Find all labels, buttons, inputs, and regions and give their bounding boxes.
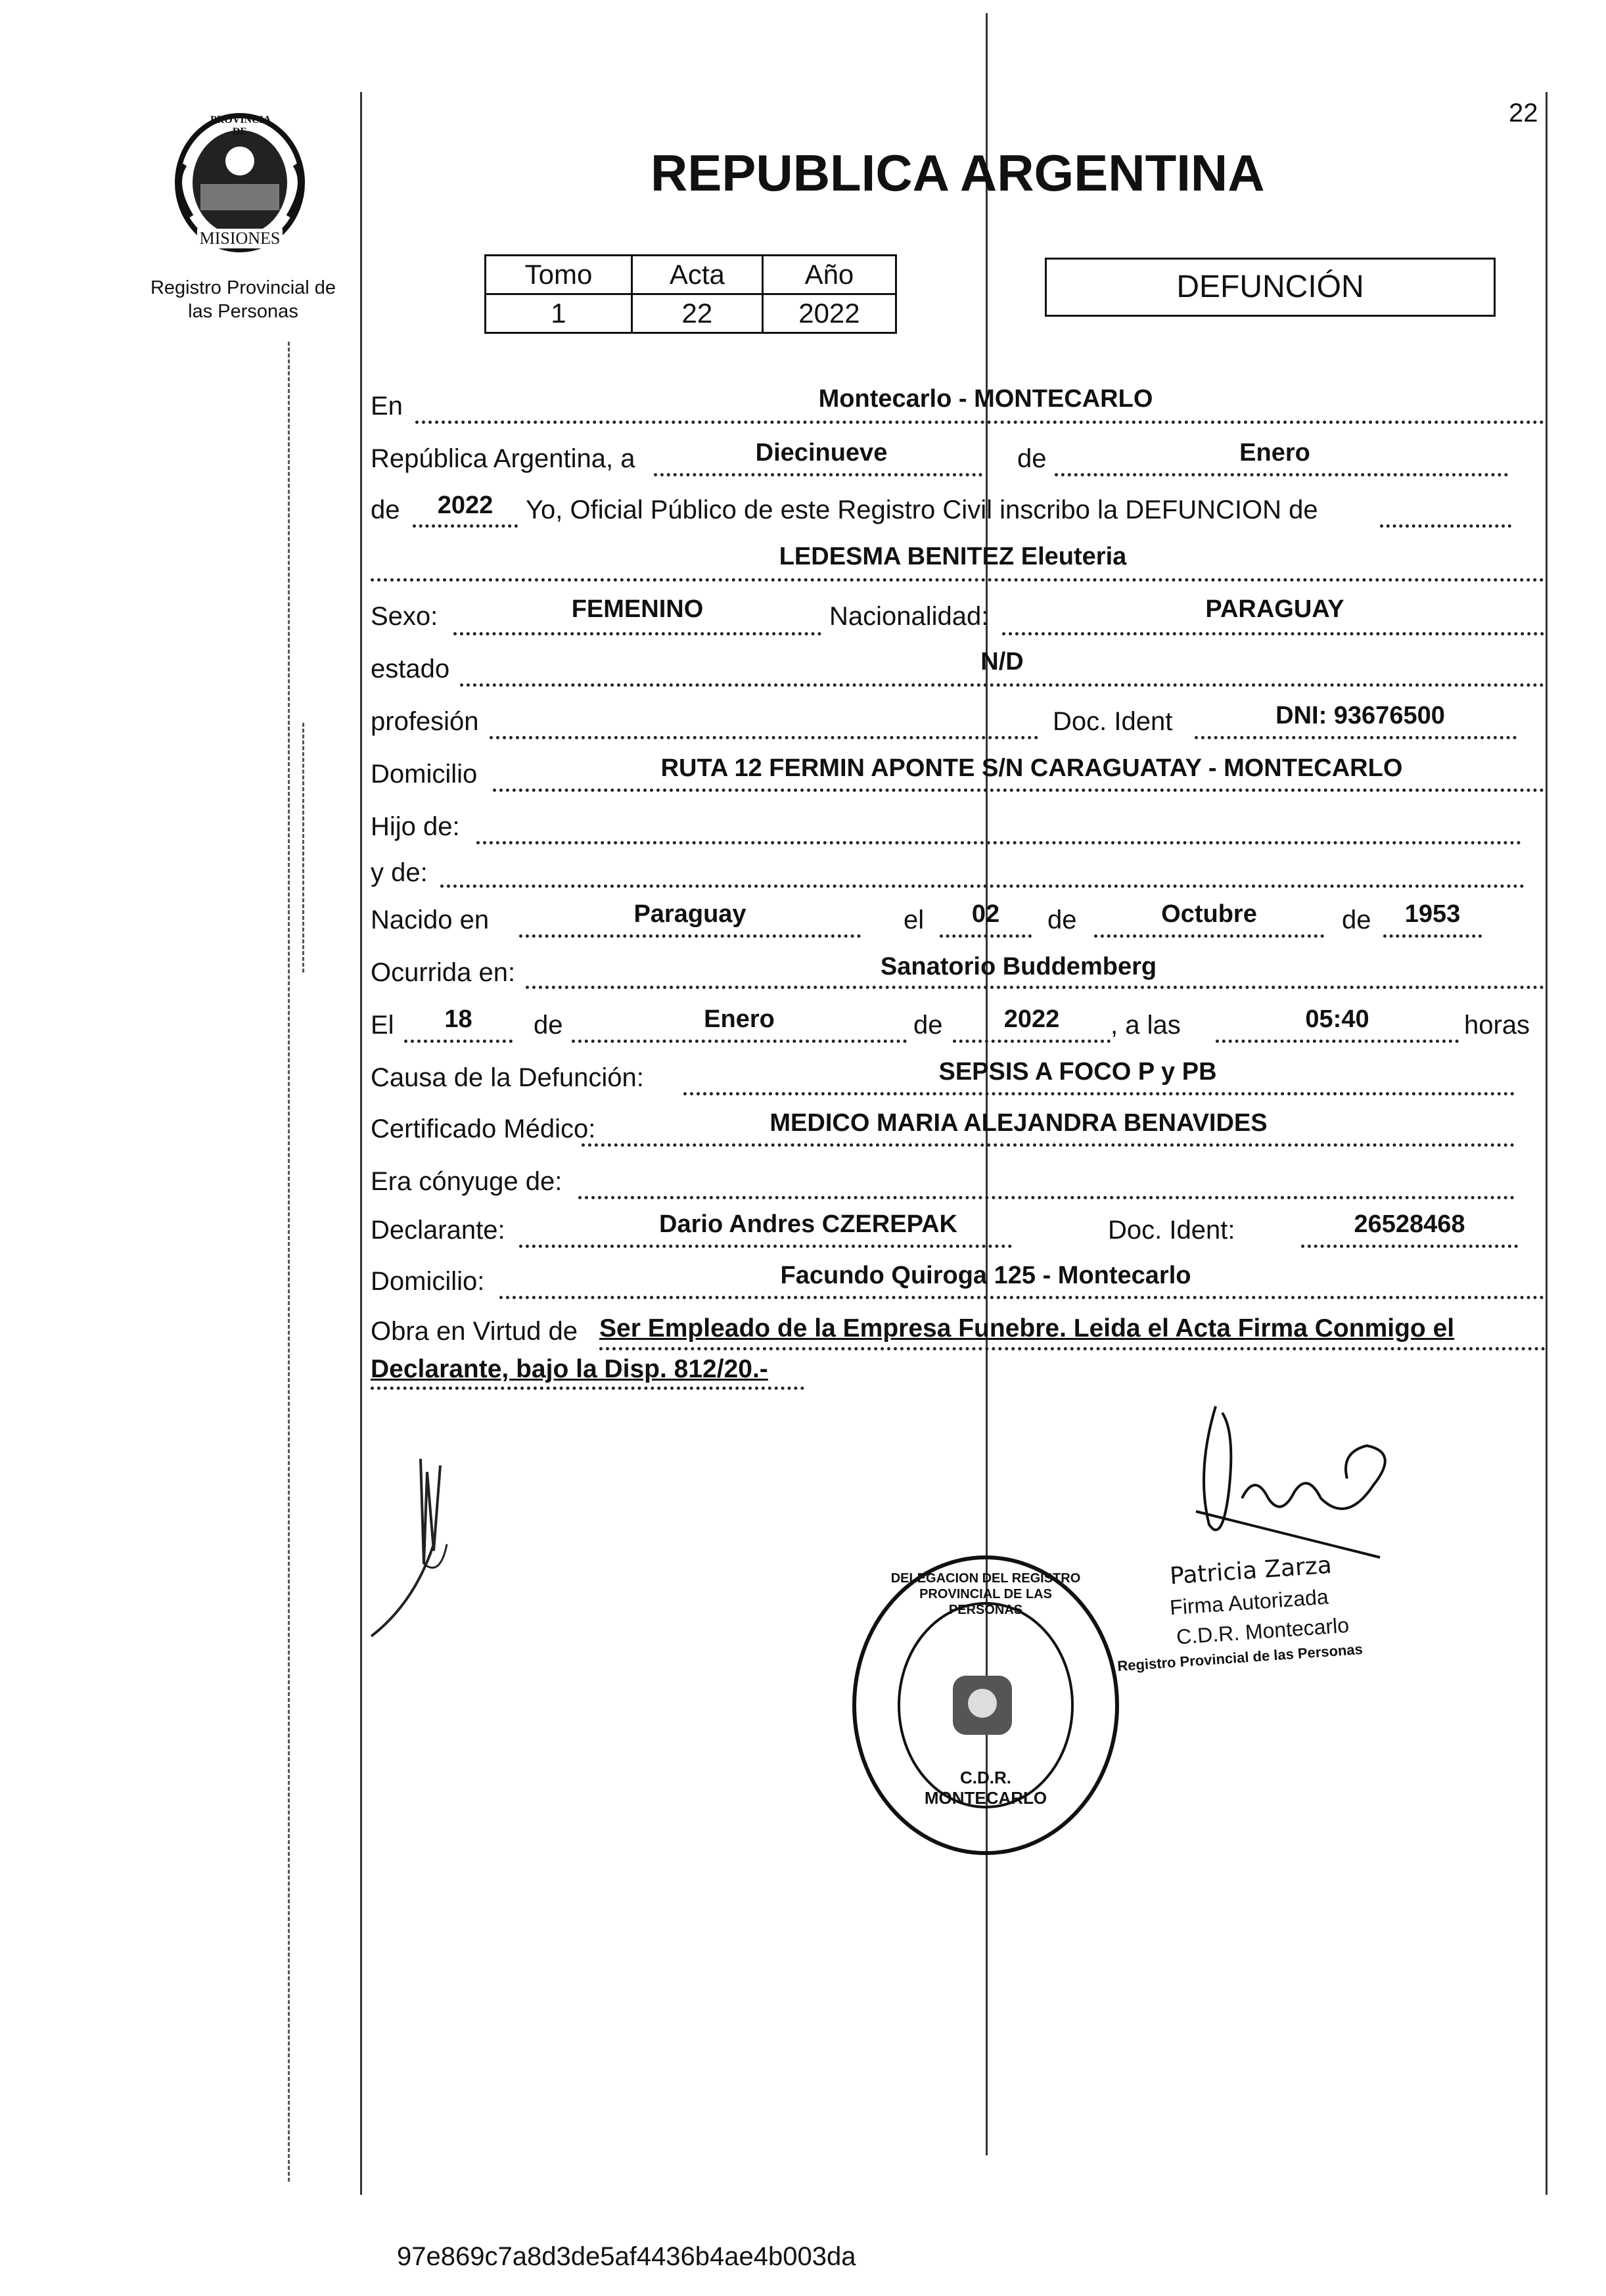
profesion-label: profesión	[371, 707, 479, 736]
certificado-label: Certificado Médico:	[371, 1114, 596, 1143]
hijo-line	[476, 841, 1521, 844]
ocurrida-line	[526, 986, 1544, 989]
horas-label: horas	[1464, 1011, 1530, 1040]
registry-name: Registro Provincial de las Personas	[150, 277, 336, 322]
domicilio2-value: Facundo Quiroga 125 - Montecarlo	[780, 1262, 1191, 1289]
death-month: Enero	[704, 1005, 775, 1033]
de-label-6: de	[913, 1011, 943, 1040]
anio-value: 2022	[762, 294, 896, 333]
obra-label: Obra en Virtud de	[371, 1317, 578, 1346]
nacido-value: Paraguay	[633, 900, 746, 928]
el-label: el	[904, 906, 925, 934]
doc-ident-label: Doc. Ident	[1053, 707, 1173, 736]
conyuge-line	[578, 1196, 1515, 1199]
seal-text-top: PROVINCIA DE	[210, 114, 271, 137]
province-seal-logo	[164, 105, 315, 256]
domicilio-line	[493, 789, 1544, 792]
en-label: En	[371, 392, 403, 421]
day-value: Diecinueve	[755, 439, 888, 467]
profesion-line	[490, 736, 1038, 739]
country-title: REPUBLICA ARGENTINA	[651, 144, 1265, 202]
death-day-line	[404, 1040, 513, 1043]
estado-line	[460, 683, 1544, 687]
doc-ident2-value: 26528468	[1354, 1210, 1465, 1238]
yde-label: y de:	[371, 858, 428, 887]
left-scan-mark-2	[302, 723, 304, 973]
birth-day: 02	[971, 900, 1000, 928]
declarant-signature	[361, 1433, 493, 1643]
anio-header: Año	[762, 256, 896, 294]
declarante-value: Dario Andres CZEREPAK	[659, 1210, 957, 1238]
de-label-2: de	[371, 495, 400, 524]
obra-value-2: Declarante, bajo la Disp. 812/20.-	[371, 1355, 768, 1383]
birth-day-line	[940, 934, 1032, 938]
nacido-line	[519, 934, 861, 938]
sexo-line	[453, 632, 821, 635]
birth-year: 1953	[1404, 900, 1461, 928]
yde-line	[440, 884, 1525, 888]
death-month-line	[572, 1040, 907, 1043]
domicilio-label: Domicilio	[371, 760, 478, 789]
sexo-value: FEMENINO	[571, 595, 704, 623]
page-number: 22	[1509, 99, 1538, 127]
death-year: 2022	[1003, 1005, 1060, 1033]
declarante-label: Declarante:	[371, 1216, 505, 1245]
doc-type-box	[1045, 258, 1496, 317]
republica-label: República Argentina, a	[371, 444, 635, 473]
left-margin-rule	[360, 92, 362, 2195]
sexo-label: Sexo:	[371, 602, 438, 631]
nacionalidad-label: Nacionalidad:	[829, 602, 989, 631]
certificado-value: MEDICO MARIA ALEJANDRA BENAVIDES	[769, 1109, 1268, 1137]
de-label-4: de	[1342, 906, 1371, 934]
domicilio2-label: Domicilio:	[371, 1267, 485, 1296]
footer-hash: 97e869c7a8d3de5af4436b4ae4b003da	[397, 2242, 856, 2271]
de-label-1: de	[1017, 444, 1047, 473]
left-scan-mark	[288, 342, 290, 2182]
el2-label: El	[371, 1011, 394, 1040]
doc-ident-line	[1195, 736, 1517, 739]
ocurrida-label: Ocurrida en:	[371, 958, 516, 987]
month-line	[1055, 473, 1508, 476]
certificado-line	[582, 1143, 1515, 1147]
registry-stamp	[848, 1551, 1124, 1860]
de-label-5: de	[534, 1011, 563, 1040]
death-day: 18	[444, 1005, 472, 1033]
signatory-registry: Registro Provincial de las Personas	[1116, 1640, 1364, 1675]
signatory-name: Patricia Zarza	[1168, 1551, 1333, 1590]
stamp-center-text: C.D.R. MONTECARLO	[924, 1768, 1047, 1808]
intro-line	[1380, 524, 1511, 528]
birth-month: Octubre	[1161, 900, 1257, 928]
seal-text-bottom: MISIONES	[197, 229, 283, 248]
acta-header: Acta	[631, 256, 762, 294]
deceased-name: LEDESMA BENITEZ Eleuteria	[779, 543, 1127, 570]
death-time-line	[1216, 1040, 1459, 1043]
doc-ident2-line	[1301, 1245, 1518, 1248]
ocurrida-value: Sanatorio Buddemberg	[880, 953, 1157, 980]
causa-value: SEPSIS A FOCO P y PB	[938, 1058, 1217, 1086]
intro-text: Yo, Oficial Público de este Registro Civil inscribo la DEFUNCION de	[526, 495, 1318, 524]
alas-label: , a las	[1111, 1011, 1181, 1040]
year-value: 2022	[437, 492, 493, 519]
signatory-title: Firma Autorizada	[1169, 1584, 1329, 1620]
estado-label: estado	[371, 654, 450, 683]
nacionalidad-line	[1002, 632, 1544, 635]
name-line	[371, 578, 1544, 582]
official-signature	[1183, 1393, 1433, 1564]
doc-ident2-label: Doc. Ident:	[1108, 1216, 1235, 1245]
causa-line	[683, 1092, 1515, 1095]
obra-line-2	[371, 1387, 804, 1390]
nacido-label: Nacido en	[371, 906, 490, 934]
conyuge-label: Era cónyuge de:	[371, 1167, 562, 1196]
obra-value-1: Ser Empleado de la Empresa Funebre. Leida el Acta Firma Conmigo el	[599, 1314, 1455, 1343]
estado-value: N/D	[980, 648, 1024, 676]
domicilio-value: RUTA 12 FERMIN APONTE S/N CARAGUATAY - MONTECARLO	[660, 754, 1403, 782]
record-table	[484, 254, 897, 334]
doc-type-label: DEFUNCIÓN	[1176, 269, 1364, 304]
doc-ident-value: DNI: 93676500	[1275, 702, 1445, 729]
en-line	[415, 421, 1544, 424]
stamp-ring-text: DELEGACION DEL REGISTRO PROVINCIAL DE LAS PERSONAS	[890, 1571, 1081, 1617]
death-time: 05:40	[1305, 1005, 1369, 1033]
declarante-line	[519, 1245, 1012, 1248]
tomo-header: Tomo	[486, 256, 632, 294]
acta-value: 22	[631, 294, 762, 333]
domicilio2-line	[499, 1296, 1544, 1299]
nacionalidad-value: PARAGUAY	[1205, 595, 1344, 623]
birth-year-line	[1383, 934, 1482, 938]
causa-label: Causa de la Defunción:	[371, 1063, 644, 1092]
birth-month-line	[1094, 934, 1324, 938]
year-line	[413, 524, 518, 528]
en-value: Montecarlo - MONTECARLO	[818, 385, 1153, 413]
tomo-value: 1	[486, 294, 632, 333]
signatory-office: C.D.R. Montecarlo	[1176, 1613, 1350, 1649]
hijo-label: Hijo de:	[371, 812, 460, 841]
obra-line-1	[599, 1347, 1546, 1350]
death-year-line	[953, 1040, 1111, 1043]
right-margin-rule	[1546, 92, 1548, 2195]
de-label-3: de	[1047, 906, 1077, 934]
month-value: Enero	[1239, 439, 1310, 467]
day-line	[654, 473, 982, 476]
